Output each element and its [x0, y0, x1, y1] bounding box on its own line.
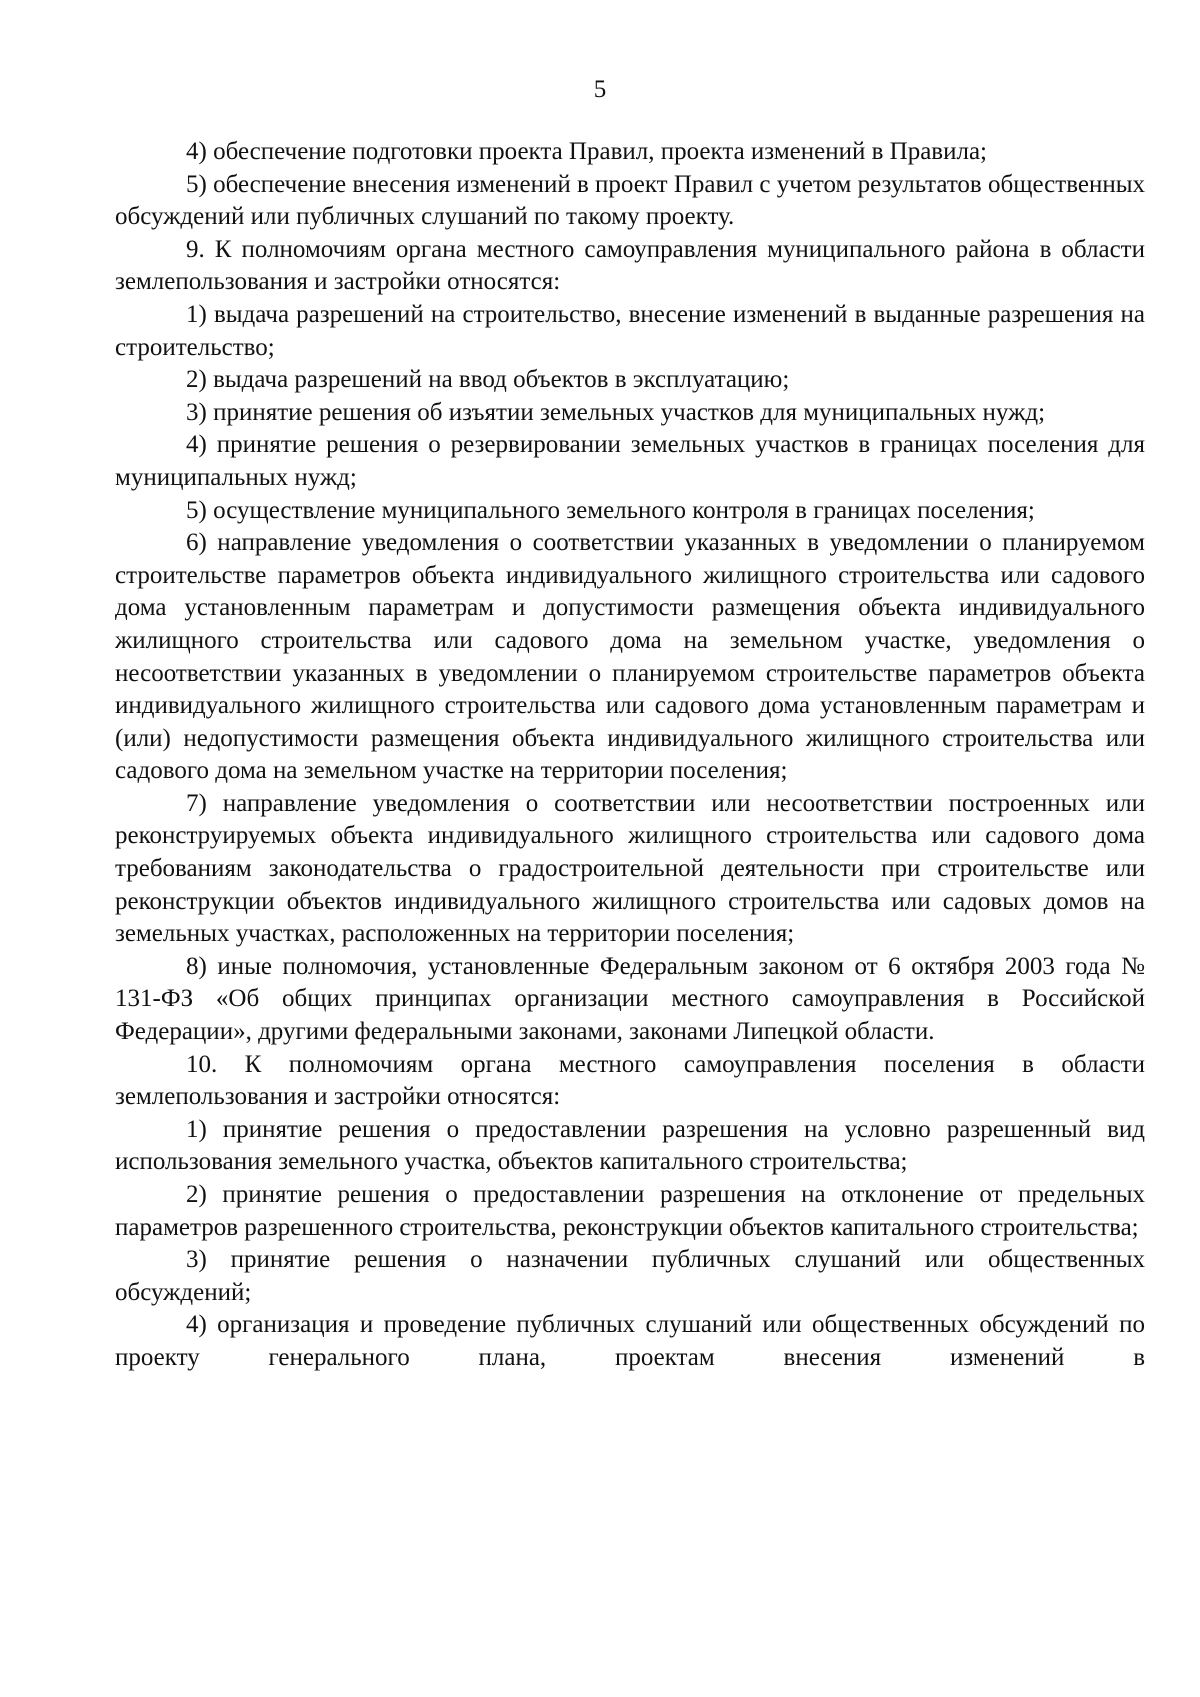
paragraph-item-2-parameter-deviation: 2) принятие решения о предоставлении разрешения на отклонение от предельных параметров разрешенного строительства, реконструкции объектов капитального строительства; — [115, 1181, 1145, 1241]
paragraph-item-1-conditional-use: 1) принятие решения о предоставлении разрешения на условно разрешенный вид использования земельного участка, объектов капитального строительства; — [115, 1115, 1145, 1176]
paragraph-item-4-land-reservation: 4) принятие решения о резервировании земельных участков в границах поселения для муниципальных нужд; — [115, 431, 1145, 491]
paragraph-item-4-hearings-organization: 4) организация и проведение публичных слушаний или общественных обсуждений по проекту генерального плана, проектам внесения изменений в — [115, 1311, 1145, 1371]
page-number: 5 — [593, 76, 607, 103]
paragraph-item-3-hearings-decision: 3) принятие решения о назначении публичных слушаний или общественных обсуждений; — [115, 1246, 1145, 1306]
paragraph-item-7-built-construction-notice: 7) направление уведомления о соответствии или несоответствии построенных или реконструируемых объекта индивидуального жилищного строительства или садового дома требованиям законодательства о градостроительной деятельности при строительстве или реконструкции объектов индивидуального жилищного строительства или садовых домов на земельных участках, расположенных на территории поселения; — [115, 789, 1145, 948]
paragraph-section-9-district-powers: 9. К полномочиям органа местного самоуправления муниципального района в области землепользования и застройки относятся: — [115, 235, 1145, 296]
document-body — [115, 136, 1145, 1375]
paragraph-item-5-land-control: 5) осуществление муниципального земельного контроля в границах поселения; — [186, 496, 1035, 524]
paragraph-item-2-commissioning-permits: 2) выдача разрешений на ввод объектов в эксплуатацию; — [186, 366, 790, 394]
paragraph-item-3-land-seizure: 3) принятие решения об изъятии земельных участков для муниципальных нужд; — [186, 398, 1046, 426]
paragraph-section-10-settlement-powers: 10. К полномочиям органа местного самоуправления поселения в области землепользования и застройки относятся: — [115, 1050, 1145, 1111]
paragraph-item-8-other-powers: 8) иные полномочия, установленные Федеральным законом от 6 октября 2003 года № 131-ФЗ «Об общих принципах организации местного самоуправления в Российской Федерации», другими федеральными законами, законами Липецкой области. — [115, 952, 1145, 1046]
paragraph-item-4-prepare-project: 4) обеспечение подготовки проекта Правил, проекта изменений в Правила; — [186, 138, 988, 165]
paragraph-item-1-building-permits: 1) выдача разрешений на строительство, внесение изменений в выданные разрешения на строительство; — [115, 300, 1145, 361]
paragraph-item-5-amend-project: 5) обеспечение внесения изменений в проект Правил с учетом результатов общественных обсуждений или публичных слушаний по такому проекту. — [115, 170, 1146, 231]
paragraph-item-6-planned-construction-notice: 6) направление уведомления о соответствии указанных в уведомлении о планируемом строительстве параметров объекта индивидуального жилищного строительства или садового дома установленным параметрам и допустимости размещения объекта индивидуального жилищного строительства или садового дома на земельном участке, уведомления о несоответствии указанных в уведомлении о планируемом строительстве параметров объекта индивидуального жилищного строительства или садового дома установленным параметрам и (или) недопустимости размещения объекта индивидуального жилищного строительства или садового дома на земельном участке на территории поселения; — [115, 529, 1145, 785]
